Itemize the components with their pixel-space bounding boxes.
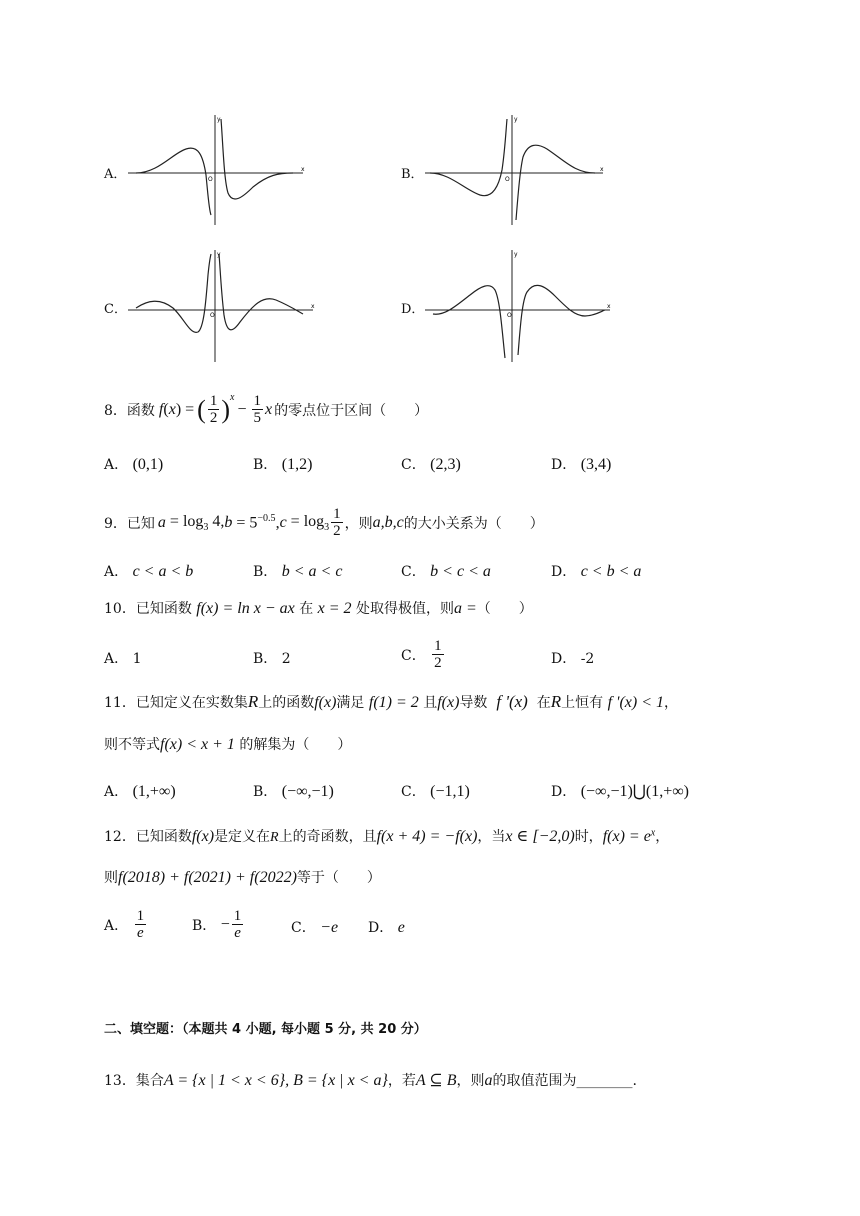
option-value: (−1,1)	[430, 783, 470, 800]
q8-frac-half	[208, 394, 220, 426]
q13-sets: A = {x | 1 < x < 6}, B = {x | x < a}	[163, 1072, 388, 1089]
q9-frac-half	[331, 507, 343, 539]
q12-c3-exp: x	[650, 827, 656, 839]
graph-d-label: D．	[401, 302, 425, 317]
q12-sum: f(2018) + f(2021) + f(2022)	[118, 869, 297, 886]
option-value: (−∞,−1)	[281, 783, 334, 800]
q9-pre: 已知	[126, 516, 155, 532]
q9-b: b	[224, 514, 233, 531]
q11-fx: f(x)	[314, 694, 337, 711]
q11-t4: 且	[423, 695, 438, 711]
option-label: C．	[401, 564, 426, 580]
q10-cond: x = 2	[317, 600, 352, 617]
option-value: -2	[580, 651, 595, 667]
q12-a-num: 1	[136, 908, 145, 924]
q8-frac-fifth	[252, 394, 264, 426]
q10-mid: 在	[299, 601, 314, 617]
q10-tail: （ ）	[476, 601, 533, 617]
q12-t4: ，当	[477, 829, 506, 845]
option-value: 2	[281, 651, 291, 667]
option-label: B．	[253, 564, 278, 580]
curve-right	[518, 285, 605, 355]
graph-c	[128, 250, 318, 362]
q12-c3: f(x) = e	[602, 828, 651, 845]
q11-t6: 在	[536, 695, 551, 711]
y-axis-label: y	[514, 251, 518, 258]
q8-fx-paren: (	[163, 401, 169, 418]
q9-option-b[interactable]	[253, 561, 342, 581]
q10-number: 10．	[104, 601, 136, 617]
question-13	[104, 1070, 637, 1090]
q8-var-x: x	[168, 401, 176, 418]
q11-fx-2: f(x)	[437, 694, 460, 711]
option-value: c < a < b	[132, 563, 194, 580]
q12-frac-neg-1-over-e	[232, 909, 244, 941]
option-value: −e	[320, 919, 339, 936]
q8-frac-fifth-num: 1	[253, 393, 261, 409]
curve-left	[136, 148, 211, 215]
option-label: D．	[368, 920, 394, 936]
y-axis-label: y	[514, 116, 518, 123]
q10-frac-half	[432, 639, 444, 671]
q8-minus: −	[237, 401, 247, 418]
option-label: A．	[104, 784, 129, 800]
option-label: B．	[253, 651, 278, 667]
q9-eq1: = $\log_3 4$,	[165, 512, 225, 534]
option-value: (0,1)	[132, 456, 164, 473]
option-label: A．	[104, 564, 129, 580]
q8-fx-paren-close: ) =	[175, 401, 195, 418]
q8-f: f	[158, 401, 164, 418]
option-value: c < b < a	[580, 563, 642, 580]
question-11-line-1: 11．已知定义在实数集R上的函数f(x)满足 f(1) = 2 且f(x)导数 f '(x) 在R上恒有 f '(x) < 1，	[104, 692, 678, 711]
q10-option-c[interactable]	[401, 636, 446, 674]
q8-lparen: (	[197, 395, 206, 424]
option-label: A．	[104, 918, 129, 934]
q8-frac-half-den: 2	[209, 410, 218, 426]
q8-option-b[interactable]	[253, 454, 312, 474]
x-axis-label: x	[607, 303, 611, 310]
q12-line2-post: 等于（ ）	[296, 870, 381, 886]
graph-b	[425, 115, 610, 225]
q10-func: f(x) = ln x − ax	[196, 600, 295, 617]
q9-option-c[interactable]	[401, 561, 491, 581]
q9-vars: a,b,c	[372, 514, 404, 531]
q8-number: 8．	[104, 403, 127, 419]
question-10	[104, 598, 533, 618]
q9-post: 的大小关系为（ ）	[403, 516, 544, 532]
question-12-line-1: 12．已知函数f(x)是定义在R上的奇函数，且f(x + 4) = −f(x)，当x ∈ [−2,0)时，$f(x) = e^x$，	[104, 827, 670, 845]
curve-left	[136, 254, 211, 332]
q8-option-d[interactable]	[551, 454, 611, 474]
q12-number: 12．	[104, 829, 136, 845]
q12-b-num: 1	[233, 908, 242, 924]
graph-d	[425, 250, 615, 362]
option-label: C．	[401, 648, 426, 664]
q9-mid: ，则	[344, 516, 373, 532]
q12-option-c[interactable]	[291, 917, 338, 937]
option-value: b < a < c	[281, 563, 343, 580]
q12-fx: f(x)	[191, 828, 215, 845]
option-label: A．	[104, 651, 129, 667]
option-label: B．	[253, 457, 278, 473]
option-label: B．	[192, 918, 217, 934]
q12-line2-pre: 则	[104, 870, 118, 886]
q8-option-c[interactable]	[401, 454, 461, 474]
option-value: (−∞,−1)⋃(1,+∞)	[580, 783, 690, 800]
curve-left	[430, 119, 507, 196]
option-label: A．	[104, 457, 129, 473]
q10-pre: 已知函数	[135, 601, 192, 617]
origin-label: O	[507, 312, 512, 319]
q12-frac-1-over-e	[135, 909, 147, 941]
q12-b-minus: −	[220, 916, 230, 933]
graph-a-label: A．	[104, 167, 127, 182]
q12-t2: 是定义在	[214, 829, 271, 845]
section-title-fill-in: 二、填空题：（本题共 4 小题, 每小题 5 分, 共 20 分）	[104, 1022, 427, 1037]
option-value: (1,+∞)	[132, 783, 176, 800]
option-value: (2,3)	[430, 456, 461, 473]
q11-t5: 导数	[459, 695, 488, 711]
q8-pre: 函数	[126, 403, 155, 419]
q12-t1: 已知函数	[135, 829, 192, 845]
q11-option-b[interactable]	[253, 781, 334, 801]
q10-option-d[interactable]	[551, 648, 594, 668]
q13-sub: A ⊆ B	[415, 1072, 457, 1089]
q12-option-b[interactable]	[192, 905, 245, 945]
x-axis-label: x	[311, 303, 315, 310]
option-label: C．	[291, 920, 316, 936]
q10-option-b[interactable]	[253, 648, 291, 668]
q12-c2: x ∈ [−2,0)	[505, 828, 575, 845]
q11-t7: 上恒有	[561, 695, 604, 711]
q12-R: R	[270, 830, 279, 845]
q13-var: a	[484, 1072, 493, 1089]
question-9	[104, 505, 544, 541]
q8-post: 的零点位于区间（ ）	[274, 403, 429, 419]
option-label: D．	[551, 457, 577, 473]
q11-line2-post: 的解集为（ ）	[239, 737, 352, 753]
q8-option-a[interactable]	[104, 454, 163, 474]
q10-post: 处取得极值，则	[356, 601, 454, 617]
curve-right	[219, 254, 303, 330]
option-value: (3,4)	[580, 456, 612, 473]
option-value: b < c < a	[430, 563, 491, 580]
option-label: C．	[401, 784, 426, 800]
q13-number: 13．	[104, 1073, 136, 1089]
origin-label: O	[208, 176, 213, 183]
q12-option-d[interactable]	[368, 917, 405, 937]
q12-c1: f(x + 4) = −f(x)	[376, 828, 478, 845]
q8-x: x	[265, 401, 273, 418]
q11-t2: 上的函数	[258, 695, 315, 711]
question-8	[104, 392, 428, 428]
option-label: B．	[253, 784, 278, 800]
x-axis-label: x	[301, 166, 305, 173]
q10-ask: a =	[454, 600, 477, 617]
q12-option-a[interactable]	[104, 905, 148, 945]
curve-right	[221, 119, 293, 199]
q8-frac-half-num: 1	[209, 393, 218, 409]
q8-rparen: )	[221, 395, 231, 424]
q12-b-den: e	[232, 924, 244, 941]
q11-R-2: R	[550, 692, 562, 711]
q13-pre: 集合	[135, 1073, 164, 1089]
q11-R: R	[247, 692, 259, 711]
q11-number: 11．	[104, 695, 136, 711]
q13-mid2: ，则	[456, 1073, 485, 1089]
question-11-line-2	[104, 734, 351, 754]
q12-t3: 上的奇函数，且	[278, 829, 377, 845]
q11-line2-pre: 则不等式	[104, 737, 160, 753]
q13-post: 的取值范围为________.	[492, 1073, 637, 1089]
q11-option-a[interactable]	[104, 781, 176, 801]
graph-a	[128, 115, 308, 225]
q8-exp-x: x	[230, 392, 235, 403]
q10-frac-half-num: 1	[434, 638, 442, 654]
q9-eq2: = $5^{-0.5}$,	[232, 513, 280, 532]
q12-a-den: e	[135, 924, 147, 941]
option-label: D．	[551, 564, 577, 580]
q10-frac-half-den: 2	[434, 655, 442, 671]
curve-left	[433, 286, 505, 358]
q11-t3: 满足	[336, 695, 365, 711]
graph-b-label: B．	[401, 167, 424, 182]
q12-t5: 时，	[574, 829, 603, 845]
graph-c-label: C．	[104, 302, 127, 317]
q11-option-d[interactable]	[551, 781, 689, 801]
q9-number: 9．	[104, 516, 127, 532]
option-label: C．	[401, 457, 426, 473]
question-12-line-2	[104, 867, 381, 887]
q9-c: c	[279, 514, 287, 531]
option-value: (1,2)	[281, 456, 313, 473]
q9-frac-half-num: 1	[333, 506, 341, 522]
origin-label: O	[210, 312, 215, 319]
option-label: D．	[551, 651, 577, 667]
x-axis-label: x	[600, 166, 604, 173]
y-axis-label: y	[217, 251, 221, 258]
q9-frac-half-den: 2	[333, 523, 341, 539]
q10-option-a[interactable]	[104, 648, 142, 668]
y-axis-label: y	[217, 116, 221, 123]
q9-option-a[interactable]	[104, 561, 193, 581]
option-value: e	[397, 919, 405, 936]
q8-frac-fifth-den: 5	[253, 410, 261, 426]
q13-mid: ，若	[387, 1073, 416, 1089]
q11-c1: f(1) = 2	[368, 694, 419, 711]
q11-ineq: f(x) < x + 1	[160, 736, 235, 753]
option-value: 1	[132, 651, 142, 667]
q9-eq3: = $\log_3$	[286, 512, 330, 534]
q11-t1: 已知定义在实数集	[135, 695, 248, 711]
origin-label: O	[505, 176, 510, 183]
q9-a: a	[157, 514, 166, 531]
q9-option-d[interactable]	[551, 561, 641, 581]
q11-fpx: f '(x)	[496, 692, 528, 711]
option-label: D．	[551, 784, 577, 800]
curve-right	[516, 145, 595, 220]
q11-option-c[interactable]	[401, 781, 470, 801]
q11-c2: f '(x) < 1	[607, 694, 664, 711]
